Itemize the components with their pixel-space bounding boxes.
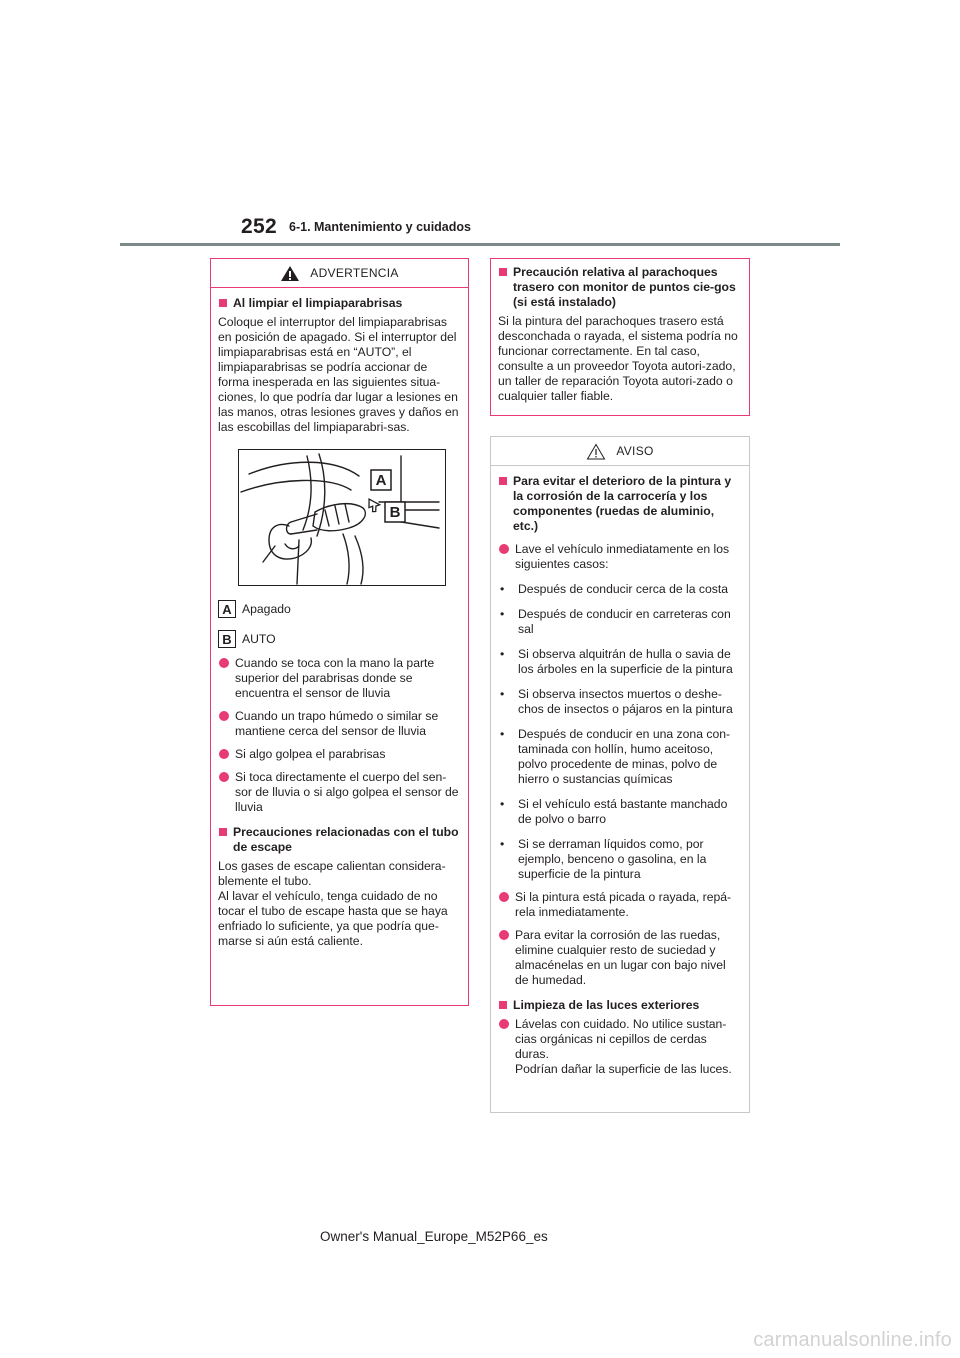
list-item: • Después de conducir cerca de la costa (500, 582, 729, 596)
wiper-paragraph: Coloque el interruptor del limpiaparabrisas en posición de apagado. Si el interruptor del limpiaparabrisas está en “AUTO”, el limpiaparabrisas se podría accionar de forma inesperada en las siguientes situa-ciones, lo que podría dar lugar a lesiones en las manos, otras lesiones graves y daños en las escobillas del limpiaparabri-sas. (218, 315, 459, 434)
warning-triangle-icon (280, 265, 300, 282)
dot-bullet-icon: • (500, 687, 505, 701)
circle-bullet-icon (219, 749, 229, 759)
dot-bullet-icon: • (500, 582, 505, 596)
legend-text-a: Apagado (242, 601, 291, 616)
dot-bullet-icon: • (500, 727, 505, 741)
list-item: • Si el vehículo está bastante manchado de polvo o barro (500, 797, 728, 826)
list-item: Lave el vehículo inmediatamente en los siguientes casos: (498, 542, 742, 572)
notice-box-title: AVISO (616, 443, 654, 458)
paint-heading: Para evitar el deterioro de la pintura y la corrosión de la carrocería y los componentes (ruedas de aluminio, etc.) (498, 474, 742, 534)
warning-box-header (211, 259, 468, 288)
bumper-paragraph: Si la pintura del parachoques trasero está desconchada o rayada, el sistema podría no funcionar correctamente. En tal caso, consulte a un proveedor Toyota autori-zado, un taller de reparación Toyota autori-zado o cualquier taller fiable. (498, 314, 738, 403)
wiper-heading: Al limpiar el limpiaparabrisas (218, 296, 461, 311)
watermark: carmanualsonline.info (753, 1329, 952, 1351)
square-bullet-icon (499, 477, 507, 485)
list-item: • Después de conducir en carreteras con sal (500, 607, 731, 636)
header-divider (120, 243, 840, 246)
wiper-switch-illustration (238, 449, 446, 586)
caution-box (490, 258, 750, 416)
lights-heading: Limpieza de las luces exteriores (498, 998, 742, 1013)
warning-box-title: ADVERTENCIA (310, 265, 399, 280)
list-item: • Si observa insectos muertos o deshe-chos de insectos o pájaros en la pintura (500, 687, 733, 716)
figure-label-a: A (375, 472, 387, 489)
list-item: Si toca directamente el cuerpo del sen-sor de lluvia o si algo golpea el sensor de lluvia (218, 770, 461, 815)
list-item: Cuando se toca con la mano la parte superior del parabrisas donde se encuentra el sensor de lluvia (218, 656, 461, 701)
circle-bullet-icon (219, 658, 229, 668)
exhaust-paragraph-2: Al lavar el vehículo, tenga cuidado de no tocar el tubo de escape hasta que se haya enfriado lo suficiente, ya que podría que-marse si aún está caliente. (218, 889, 448, 948)
circle-bullet-icon (499, 544, 509, 554)
caution-triangle-icon (586, 443, 606, 460)
wiper-switch-drawing (239, 450, 445, 585)
square-bullet-icon (499, 1001, 507, 1009)
circle-bullet-icon (219, 772, 229, 782)
legend-item-b (218, 630, 461, 648)
lights-consequence: Podrían dañar la superficie de las luces. (515, 1062, 732, 1076)
dot-bullet-icon: • (500, 797, 505, 811)
square-bullet-icon (219, 299, 227, 307)
list-item: • Si se derraman líquidos como, por ejemplo, benceno o gasolina, en la superficie de la pintura (500, 837, 707, 881)
exhaust-paragraph-1: Los gases de escape calientan considera-blemente el tubo. (218, 859, 446, 888)
circle-bullet-icon (219, 711, 229, 721)
list-item: Si la pintura está picada o rayada, repá-rela inmediatamente. (498, 890, 742, 920)
list-item: Cuando un trapo húmedo o similar se mantiene cerca del sensor de lluvia (218, 709, 461, 739)
legend-text-b: AUTO (242, 631, 276, 646)
square-bullet-icon (219, 828, 227, 836)
list-item (498, 1017, 742, 1077)
warning-box (210, 258, 469, 1006)
square-bullet-icon (499, 268, 507, 276)
list-item: • Si observa alquitrán de hulla o savia de los árboles en la superficie de la pintura (500, 647, 733, 676)
circle-bullet-icon (499, 1019, 509, 1029)
circle-bullet-icon (499, 930, 509, 940)
dot-bullet-icon: • (500, 607, 505, 621)
page-number: 252 (241, 215, 277, 238)
exhaust-heading: Precauciones relacionadas con el tubo de escape (218, 825, 461, 855)
notice-box (490, 436, 750, 1113)
notice-box-header (491, 437, 749, 466)
figure-label-b: B (389, 504, 401, 521)
circle-bullet-icon (499, 892, 509, 902)
list-item: • Después de conducir en una zona con-taminada con hollín, humo aceitoso, polvo procedente de minas, polvo de hierro o sustancias químicas (500, 727, 731, 786)
footer-manual-id: Owner's Manual_Europe_M52P66_es (320, 1229, 548, 1244)
legend-key-a: A (218, 600, 236, 618)
list-item: Para evitar la corrosión de las ruedas, elimine cualquier resto de suciedad y almacénelas en un lugar con bajo nivel de humedad. (498, 928, 742, 988)
legend-item-a (218, 600, 461, 618)
section-title: 6-1. Mantenimiento y cuidados (289, 220, 471, 234)
dot-bullet-icon: • (500, 837, 505, 851)
dot-bullet-icon: • (500, 647, 505, 661)
legend-key-b: B (218, 630, 236, 648)
list-item: Si algo golpea el parabrisas (218, 747, 461, 762)
lights-instruction: Lávelas con cuidado. No utilice sustan-cias orgánicas ni cepillos de cerdas duras. (515, 1017, 727, 1061)
bumper-heading: Precaución relativa al parachoques trasero con monitor de puntos cie-gos (si está instalado) (498, 265, 742, 310)
